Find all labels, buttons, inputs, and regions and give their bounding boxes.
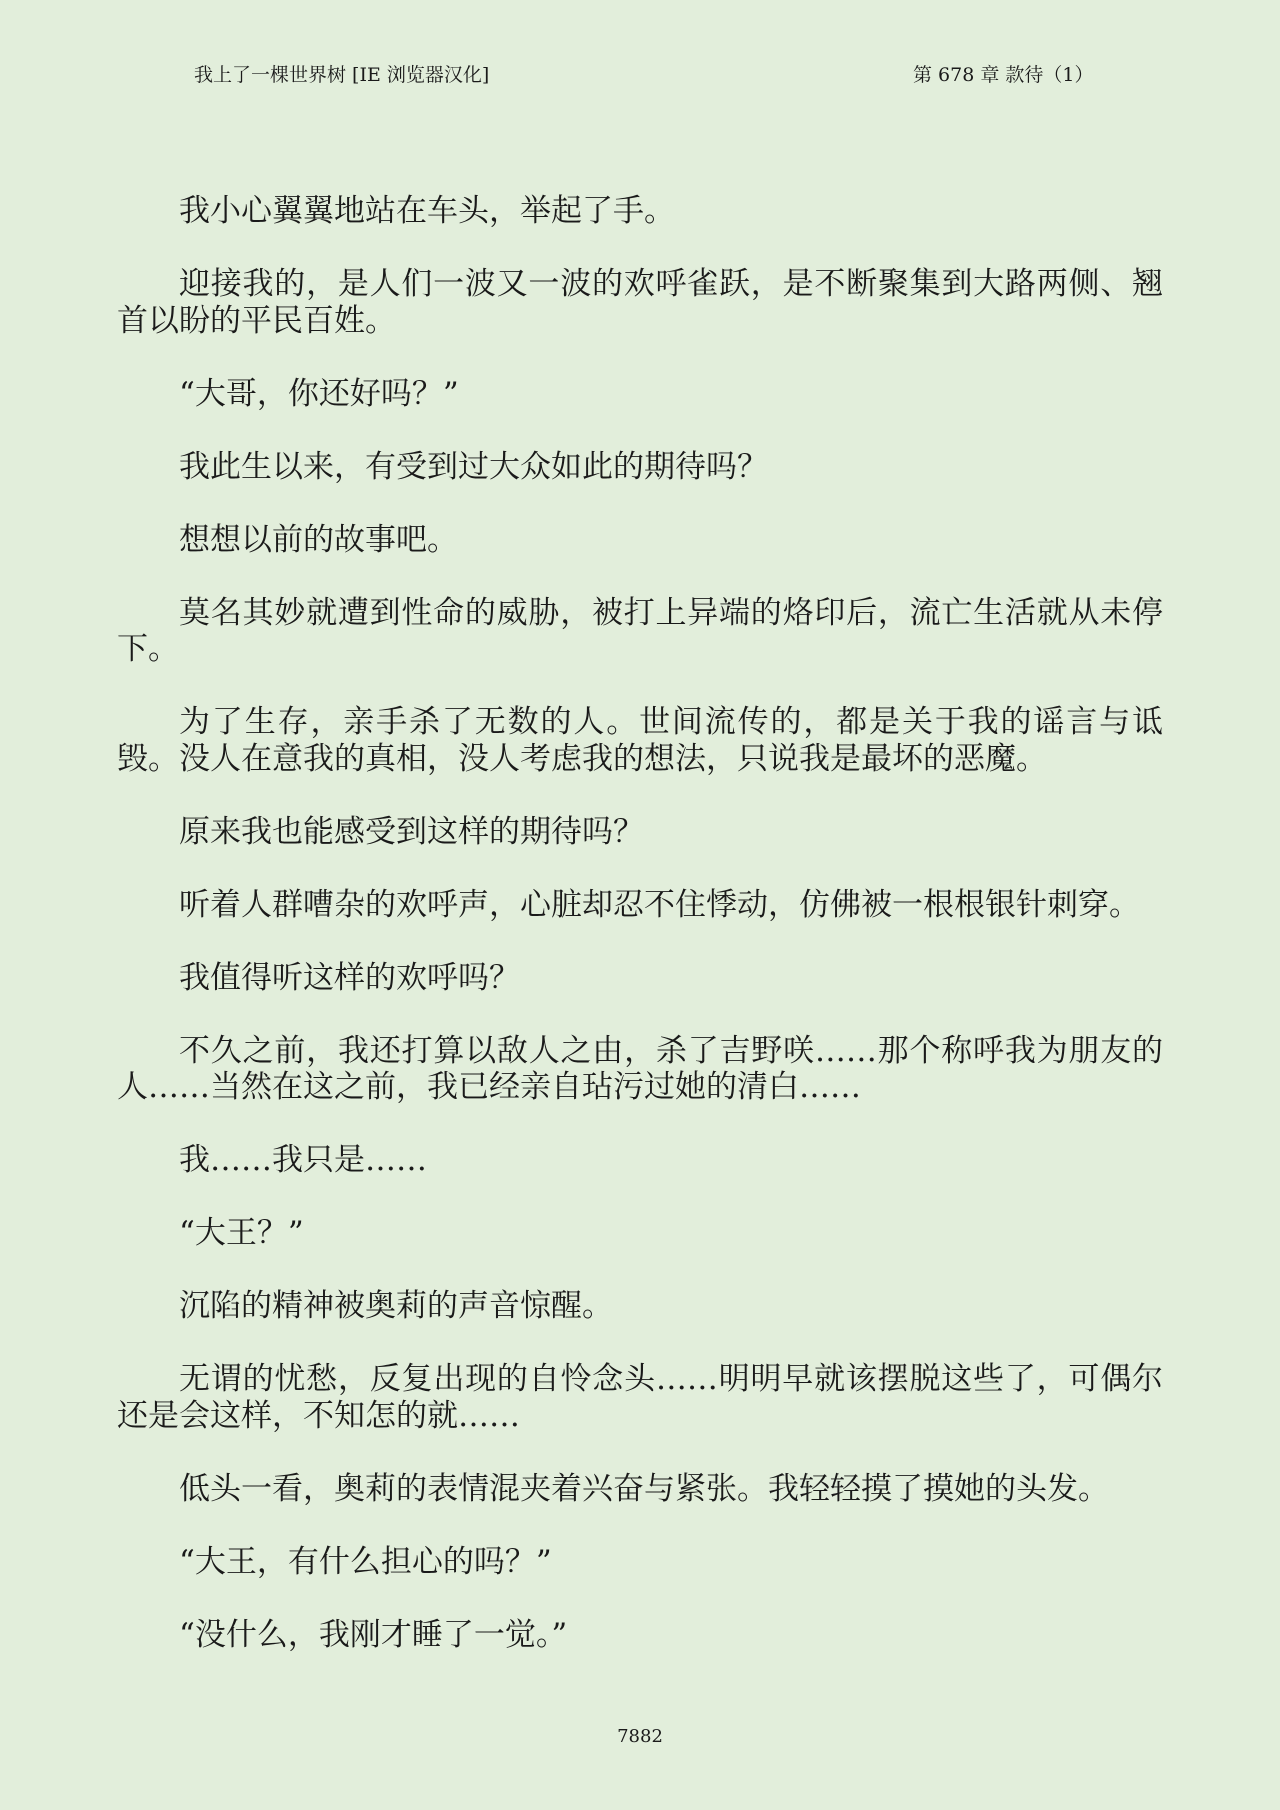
paragraph: “没什么，我刚才睡了一觉。” [179, 1616, 568, 1653]
paragraph: 低头一看，奥莉的表情混夹着兴奋与紧张。我轻轻摸了摸她的头发。 [179, 1470, 1109, 1507]
paragraph: “大王？” [179, 1215, 304, 1251]
paragraph: “大哥，你还好吗？” [179, 375, 459, 412]
paragraph: 不久之前，我还打算以敌人之由，杀了吉野咲……那个称呼我为朋友的人……当然在这之前，我已经亲自玷污过她的清白…… [117, 1032, 1163, 1105]
paragraph: 我小心翼翼地站在车头，举起了手。 [179, 193, 675, 229]
paragraph: “大王，有什么担心的吗？” [179, 1543, 552, 1580]
book-title-header: 我上了一棵世界树 [IE 浏览器汉化] [194, 64, 490, 86]
paragraph: 为了生存，亲手杀了无数的人。世间流传的，都是关于我的谣言与诋毁。没人在意我的真相，没人考虑我的想法，只说我是最坏的恶魔。 [117, 704, 1163, 777]
paragraph: 我值得听这样的欢呼吗？ [179, 959, 520, 996]
paragraph: 沉陷的精神被奥莉的声音惊醒。 [179, 1288, 613, 1324]
paragraph: 原来我也能感受到这样的期待吗？ [179, 813, 644, 850]
paragraph: 无谓的忧愁，反复出现的自怜念头……明明早就该摆脱这些了，可偶尔还是会这样，不知怎的就…… [117, 1361, 1163, 1434]
paragraph: 我……我只是…… [179, 1142, 427, 1178]
paragraph: 想想以前的故事吧。 [179, 521, 458, 558]
chapter-body [117, 193, 1163, 1690]
paragraph: 听着人群嘈杂的欢呼声，心脏却忍不住悸动，仿佛被一根根银针刺穿。 [179, 886, 1140, 923]
paragraph: 莫名其妙就遭到性命的威胁，被打上异端的烙印后，流亡生活就从未停下。 [117, 594, 1163, 667]
page-number: 7882 [617, 1726, 663, 1747]
paragraph: 迎接我的，是人们一波又一波的欢呼雀跃，是不断聚集到大路两侧、翘首以盼的平民百姓。 [117, 266, 1163, 339]
paragraph: 我此生以来，有受到过大众如此的期待吗？ [179, 448, 768, 485]
chapter-header: 第 678 章 款待（1） [913, 64, 1094, 86]
